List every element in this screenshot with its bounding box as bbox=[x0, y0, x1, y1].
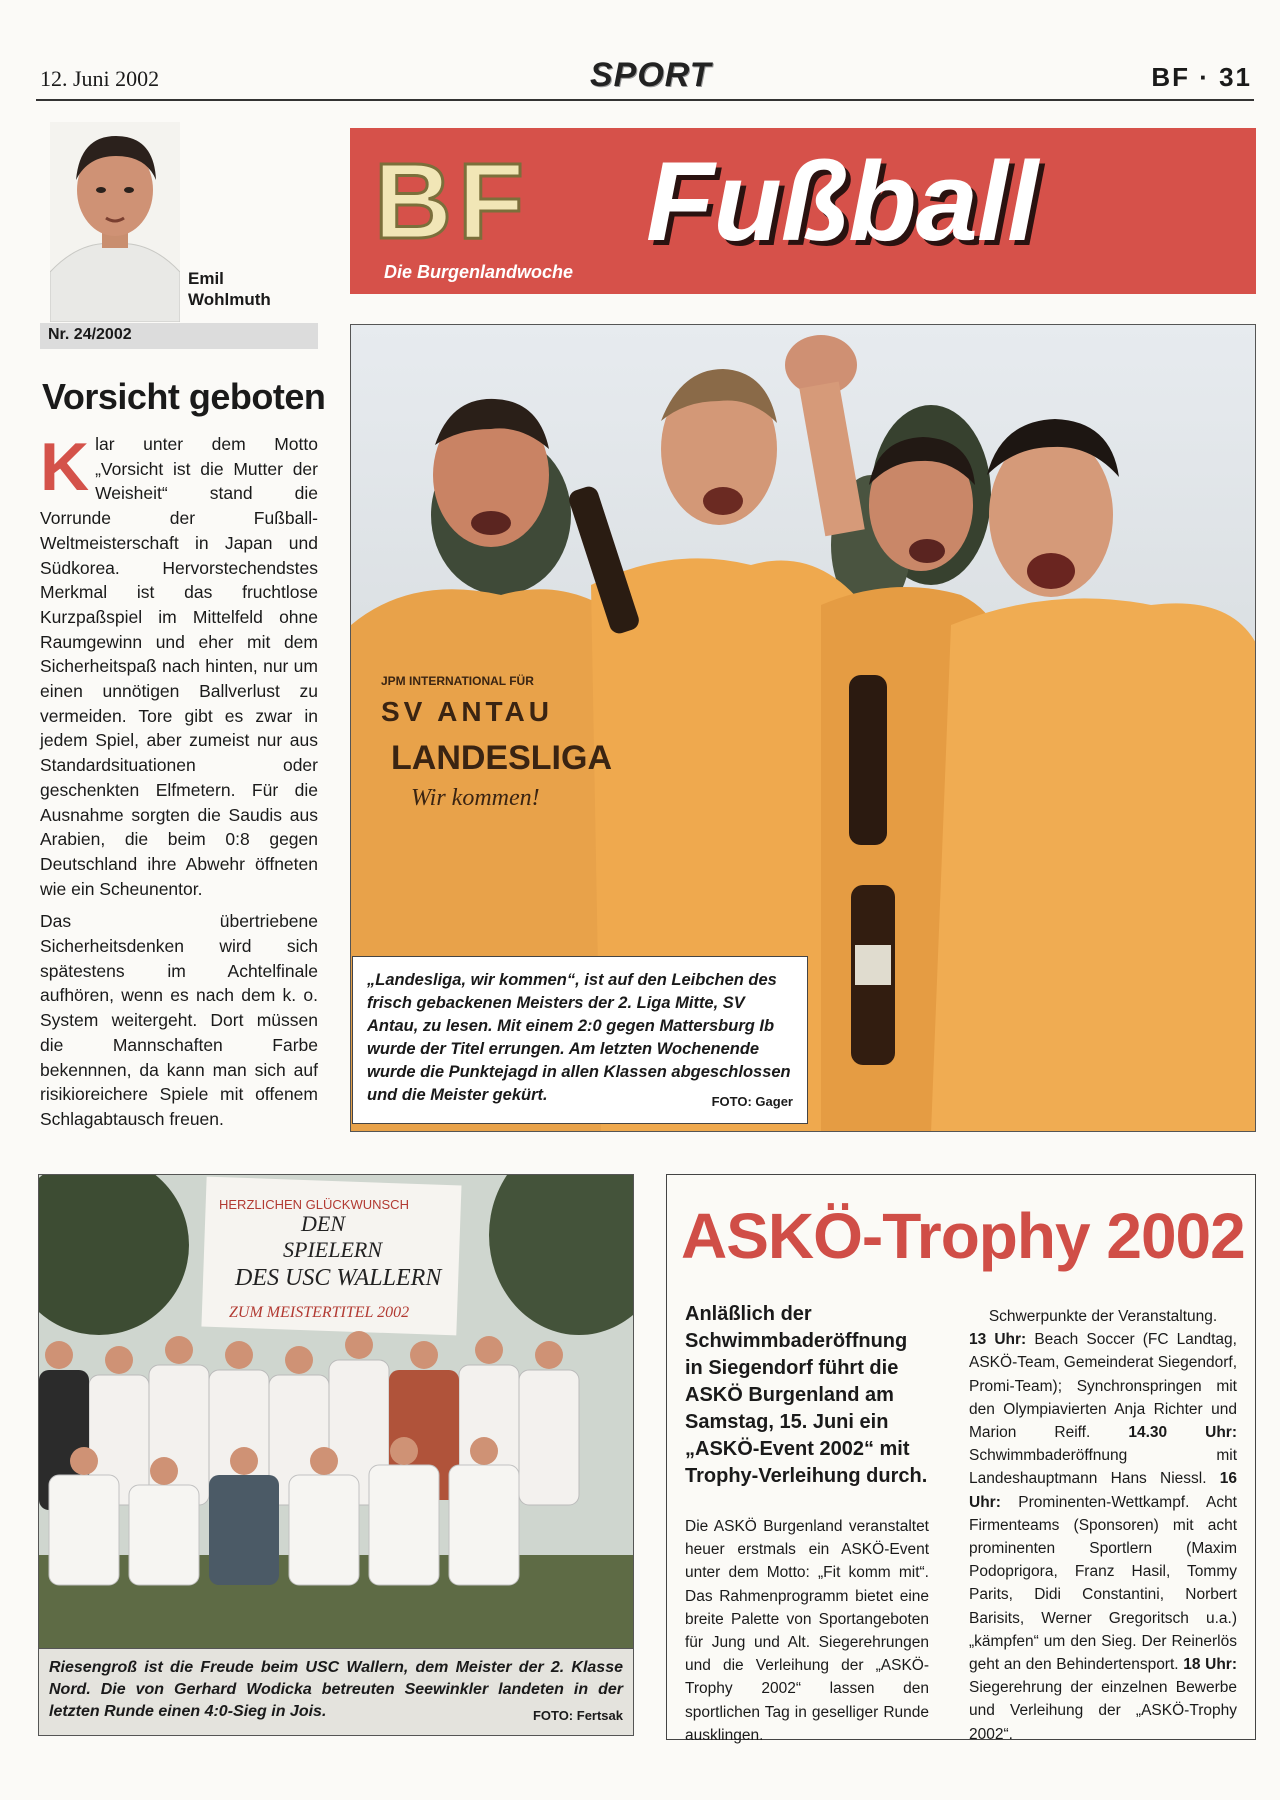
fussball-banner bbox=[350, 128, 1256, 294]
main-photo-caption bbox=[352, 956, 808, 1124]
commentary-paragraph bbox=[40, 429, 318, 901]
trophy-article bbox=[666, 1174, 1256, 1744]
schedule-item: Siegerehrung der einzelnen Bewerbe und Verleihung der „ASKÖ-Trophy 2002“. bbox=[969, 1679, 1237, 1743]
commentary-body bbox=[40, 429, 318, 1140]
team-photo-caption bbox=[38, 1648, 634, 1736]
schedule-intro: Schwerpunkte der Veranstaltung. bbox=[988, 1308, 1218, 1325]
schedule-item: Prominenten-Wettkampf. Acht Firmenteams (Sponsoren) mit acht prominenten Sportlern (Maxim Podoprigora, Franz Hasil, Tommy Parits, Didi Constantini, Norbert Barisits, Werner Gregoritsch u.a.) „kämpfen“ um den Sieg. Der Reinerlös geht an den Behindertensport. bbox=[969, 1493, 1237, 1674]
author-portrait bbox=[50, 122, 180, 322]
section-title: SPORT bbox=[590, 56, 712, 94]
commentary-text-1: lar unter dem Motto „Vorsicht ist die Mutter der Weisheit“ stand die Vorrunde der Fußball-Weltmeisterschaft in Japan und Südkorea. Hervorstechendstes Merkmal ist das fruchtlose Kurzpaßspiel im Mittelfeld ohne Raumgewinn und eher mit dem Sicherheitspaß nach hinten, nur um einen unnötigen Ballverlust zu vermeiden. Tore gibt es zwar in jedem Spiel, aber zumeist nur aus Standardsituationen oder geschenkten Elfmetern. Für die Ausnahme sorgten die Saudis aus Arabien, die beim 0:8 gegen Deutschland ihre Abwehr öffneten wie ein Scheunentor. bbox=[40, 434, 318, 899]
team-banner-line1: HERZLICHEN GLÜCKWUNSCH bbox=[219, 1197, 409, 1212]
commentary-headline: Vorsicht geboten bbox=[42, 376, 326, 417]
header-rule bbox=[36, 99, 1254, 101]
trophy-headline: ASKÖ-Trophy 2002 bbox=[681, 1200, 1245, 1272]
team-banner-line3: SPIELERN bbox=[283, 1237, 382, 1262]
author-name bbox=[188, 268, 271, 310]
shirt-text-slogan: Wir kommen! bbox=[411, 785, 540, 811]
shirt-text-league: LANDESLIGA bbox=[391, 739, 612, 777]
schedule-time: 16 Uhr: bbox=[969, 1470, 1237, 1511]
team-banner-line5: ZUM MEISTERTITEL 2002 bbox=[229, 1304, 410, 1321]
trophy-lead: Anläßlich der Schwimmbaderöffnung in Siegendorf führt die ASKÖ Burgenland am Samstag, 15. Juni ein „ASKÖ-Event 2002“ mit Trophy-Verleihung durch. bbox=[685, 1303, 928, 1487]
author-first-name: Emil bbox=[188, 269, 224, 288]
issue-number: Nr. 24/2002 bbox=[40, 323, 318, 349]
commentary-paragraph: Das übertriebene Sicherheitsdenken wird sich spätestens im Achtelfinale aufhören, wenn es nach dem k. o. System weitergeht. Dort müssen die Mannschaften Farbe bekennnen, da kann man sich auf risikioreichere Spiele mit offenem Schlagabtausch freuen. bbox=[40, 911, 318, 1129]
banner-subtitle: Die Burgenlandwoche bbox=[384, 262, 574, 282]
team-banner-line4: DES USC WALLERN bbox=[235, 1265, 442, 1291]
shirt-text-sponsor: JPM INTERNATIONAL FÜR bbox=[381, 674, 534, 688]
page-number: BF · 31 bbox=[1151, 62, 1252, 92]
author-last-name: Wohlmuth bbox=[188, 290, 271, 309]
team-caption-text: Riesengroß ist die Freude beim USC Wallern, dem Meister der 2. Klasse Nord. Die von Gerhard Wodicka betreuten Seewinkler landeten in der letzten Runde einen 4:0-Sieg in Jois. bbox=[49, 1659, 623, 1720]
banner-title: Fußball bbox=[646, 139, 1038, 264]
schedule-item: Schwimmbaderöffnung mit Landeshauptmann Hans Niessl. bbox=[969, 1447, 1237, 1488]
schedule-time: 13 Uhr: bbox=[969, 1331, 1027, 1349]
main-photo-credit: FOTO: Gager bbox=[711, 1094, 793, 1109]
schedule-time: 18 Uhr: bbox=[1183, 1656, 1237, 1674]
schedule-time: 14.30 Uhr: bbox=[1128, 1424, 1237, 1442]
shirt-text-club: SV ANTAU bbox=[381, 696, 553, 727]
main-caption-text: „Landesliga, wir kommen“, ist auf den Leibchen des frisch gebackenen Meisters der 2. Liga Mitte, SV Antau, zu lesen. Mit einem 2:0 gegen Mattersburg Ib wurde der Titel errungen. Am letzten Wochenende wurde die Punktejagd in allen Klassen abgeschlossen und die Meister gekürt. bbox=[367, 971, 791, 1104]
drop-cap: K bbox=[40, 429, 90, 505]
publication-date: 12. Juni 2002 bbox=[40, 66, 160, 91]
trophy-schedule bbox=[969, 1305, 1237, 1746]
team-banner-line2: DEN bbox=[301, 1211, 345, 1236]
banner-logo: BF bbox=[374, 140, 530, 261]
team-photo bbox=[38, 1174, 634, 1649]
trophy-body: Die ASKÖ Burgenland veranstaltet heuer erstmals ein ASKÖ-Event unter dem Motto: „Fit komm mit“. Das Rahmenprogramm bietet eine breite Palette von Sportangeboten für Jung und Alt. Siegerehrungen und die Verleihung der „ASKÖ-Trophy 2002“ lassen den sportlichen Tag in geselliger Runde ausklingen. bbox=[685, 1518, 929, 1744]
schedule-item: Beach Soccer (FC Landtag, ASKÖ-Team, Gemeinderat Siegendorf, Promi-Team); Synchronspringen mit den Olympiavierten Anja Richter und Marion Reiff. bbox=[969, 1331, 1237, 1442]
team-photo-credit: FOTO: Fertsak bbox=[532, 1708, 623, 1723]
